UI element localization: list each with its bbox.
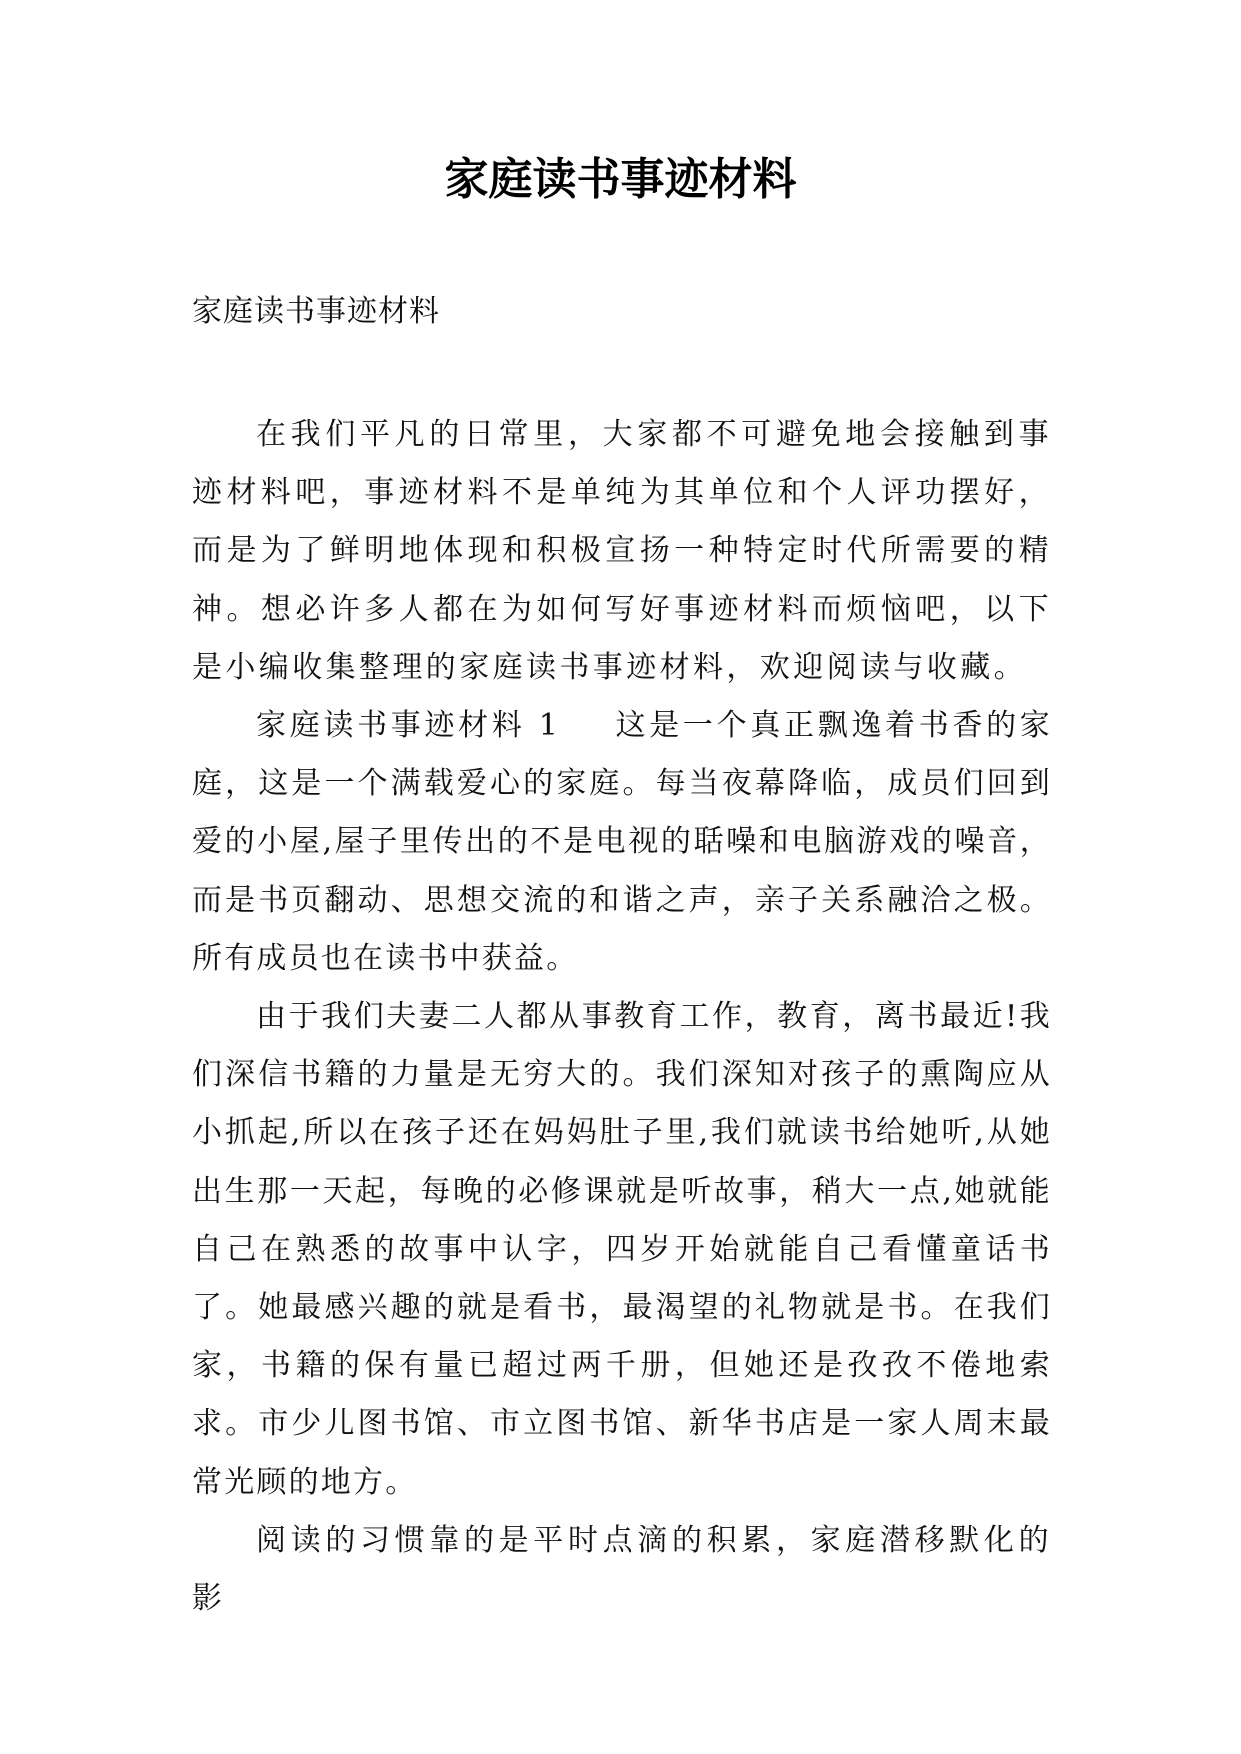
document-title: 家庭读书事迹材料 — [444, 154, 797, 205]
paragraph-intro: 在我们平凡的日常里，大家都不可避免地会接触到事迹材料吧，事迹材料不是单纯为其单位和个人评功摆好，而是为了鲜明地体现和积极宣扬一种特定时代所需要的精神。想必许多人都在为如何写好事迹材料而烦恼吧，以下是小编收集整理的家庭读书事迹材料，欢迎阅读与收藏。 — [192, 417, 1052, 685]
document-subtitle: 家庭读书事迹材料 — [192, 294, 440, 329]
section-heading: 家庭读书事迹材料 1 — [256, 708, 561, 744]
paragraph-education: 由于我们夫妻二人都从事教育工作，教育，离书最近!我们深信书籍的力量是无穷大的。我们深知对孩子的熏陶应从小抓起,所以在孩子还在妈妈肚子里,我们就读书给她听,从她出生那一天起，每晚的必修课就是听故事，稍大一点,她就能自己在熟悉的故事中认字，四岁开始就能自己看懂童话书了。她最感兴趣的就是看书，最渴望的礼物就是书。在我们家，书籍的保有量已超过两千册，但她还是孜孜不倦地索求。市少儿图书馆、市立图书馆、新华书店是一家人周末最常光顾的地方。 — [192, 999, 1052, 1500]
document-body — [192, 406, 1052, 1628]
paragraph-section-1 — [192, 697, 1052, 988]
paragraph-reading-habit: 阅读的习惯靠的是平时点滴的积累，家庭潜移默化的影 — [192, 1522, 1052, 1617]
section-1-text: 这是一个真正飘逸着书香的家庭，这是一个满载爱心的家庭。每当夜幕降临，成员们回到爱的小屋,屋子里传出的不是电视的聒噪和电脑游戏的噪音，而是书页翻动、思想交流的和谐之声，亲子关系融洽之极。所有成员也在读书中获益。 — [192, 708, 1052, 976]
